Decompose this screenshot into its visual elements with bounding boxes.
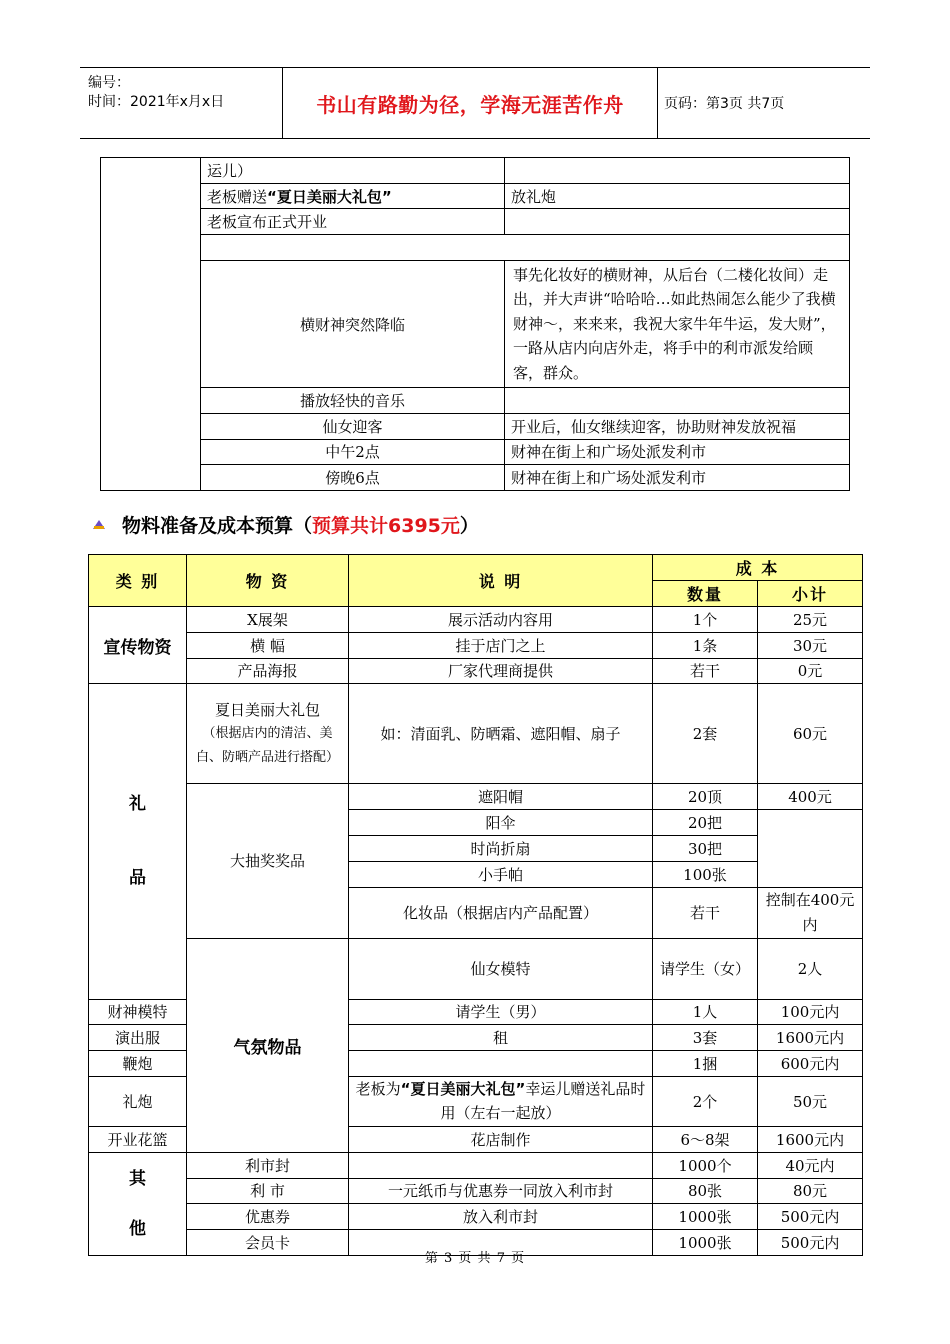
desc-cell: 花店制作 (349, 1126, 653, 1152)
category-cell: 宣传物资 (89, 607, 187, 684)
table-row (89, 938, 863, 999)
desc-cell: 请学生（男） (349, 999, 653, 1025)
table-header-row (89, 555, 863, 581)
header-cost: 成 本 (653, 555, 863, 581)
table-row (89, 684, 863, 784)
budget-table (88, 554, 863, 1256)
page-header (80, 67, 870, 139)
table-row (89, 1152, 863, 1178)
subtotal-cell: 400元 (758, 784, 863, 810)
table-row (101, 439, 850, 465)
desc-cell (349, 1051, 653, 1077)
qty-cell: 1000张 (653, 1204, 758, 1230)
header-qty: 数量 (653, 581, 758, 607)
qty-cell: 20把 (653, 810, 758, 836)
subtotal-cell: 25元 (758, 607, 863, 633)
page-footer: 第 3 页 共 7 页 (424, 1251, 526, 1266)
qty-cell: 若干 (653, 658, 758, 684)
subtotal-cell: 600元内 (758, 1051, 863, 1077)
cell-bold-text: “夏日美丽大礼包” (267, 187, 392, 206)
section-heading (92, 509, 479, 539)
qty-cell: 2人 (758, 938, 863, 999)
subtotal-cell: 100元内 (758, 999, 863, 1025)
table-row (101, 260, 850, 388)
desc-cell: 如：清面乳、防晒霜、遮阳帽、扇子 (349, 684, 653, 784)
subtotal-cell: 40元内 (758, 1152, 863, 1178)
subtotal-cell: 0元 (758, 658, 863, 684)
item-cell: 横 幅 (187, 632, 349, 658)
header-meta (80, 68, 282, 138)
table-row (101, 183, 850, 209)
subtotal-cell: 1600元内 (758, 1025, 863, 1051)
qty-cell: 1000个 (653, 1152, 758, 1178)
subtotal-cell (758, 810, 863, 887)
item-name: 夏日美丽大礼包 (214, 700, 320, 719)
schedule-table (100, 157, 850, 491)
header-motto: 书山有路勤为径，学海无涯苦作舟 (282, 68, 658, 138)
header-category: 类 别 (89, 555, 187, 607)
subtotal-cell: 50元 (758, 1076, 863, 1126)
item-cell: 演出服 (89, 1025, 187, 1051)
table-row (101, 209, 850, 235)
qty-cell: 2个 (653, 1076, 758, 1126)
desc-cell: 放入利市封 (349, 1204, 653, 1230)
item-cell: 利市封 (187, 1152, 349, 1178)
schedule-cell: 傍晚6点 (201, 465, 505, 491)
table-row (89, 607, 863, 633)
category-char: 他 (129, 1218, 146, 1239)
item-cell: 优惠券 (187, 1204, 349, 1230)
schedule-blank-cell (101, 158, 201, 491)
qty-cell: 6～8架 (653, 1126, 758, 1152)
item-cell: 产品海报 (187, 658, 349, 684)
cell-text: 老板为 (355, 1080, 401, 1099)
schedule-cell (201, 183, 505, 209)
subtotal-cell: 30元 (758, 632, 863, 658)
desc-cell: 阳伞 (349, 810, 653, 836)
qty-cell: 2套 (653, 684, 758, 784)
subtotal-cell: 1600元内 (758, 1126, 863, 1152)
item-cell: 利 市 (187, 1178, 349, 1204)
category-cell (89, 1152, 187, 1255)
desc-cell: 租 (349, 1025, 653, 1051)
table-row (101, 465, 850, 491)
item-cell: 开业花篮 (89, 1126, 187, 1152)
schedule-cell: 播放轻快的音乐 (201, 388, 505, 414)
item-cell (187, 684, 349, 784)
schedule-cell: 运儿） (201, 158, 505, 184)
cell-text: 幸运儿赠送礼品时用（左右一起放） (440, 1080, 646, 1123)
desc-cell (349, 1152, 653, 1178)
desc-cell: 一元纸币与优惠券一同放入利市封 (349, 1178, 653, 1204)
header-code: 编号： (88, 75, 130, 91)
schedule-cell: 横财神突然降临 (201, 260, 505, 388)
item-cell: 仙女模特 (349, 938, 653, 999)
desc-cell: 化妆品（根据店内产品配置） (349, 887, 653, 938)
desc-cell: 展示活动内容用 (349, 607, 653, 633)
desc-cell: 挂于店门之上 (349, 632, 653, 658)
section-title: 物料准备及成本预算（ (122, 514, 313, 537)
subtotal-cell: 500元内 (758, 1230, 863, 1256)
subtotal-cell: 控制在400元内 (758, 887, 863, 938)
table-row (89, 784, 863, 810)
schedule-cell (505, 388, 850, 414)
header-item: 物 资 (187, 555, 349, 607)
qty-cell: 1条 (653, 632, 758, 658)
schedule-cell (201, 235, 850, 261)
schedule-cell (505, 158, 850, 184)
schedule-cell (505, 209, 850, 235)
category-char: 其 (129, 1168, 146, 1189)
cell-bold-text: “夏日美丽大礼包” (400, 1080, 526, 1099)
table-row (89, 1204, 863, 1230)
header-time: 时间：2021年x月x日 (88, 94, 225, 110)
desc-cell: 遮阳帽 (349, 784, 653, 810)
desc-cell (349, 1076, 653, 1126)
qty-cell: 1个 (653, 607, 758, 633)
bullet-icon (92, 517, 106, 531)
table-row (89, 658, 863, 684)
qty-cell: 20顶 (653, 784, 758, 810)
subtotal-cell: 60元 (758, 684, 863, 784)
qty-cell: 1人 (653, 999, 758, 1025)
qty-cell: 1000张 (653, 1230, 758, 1256)
header-page: 页码：第3页 共7页 (664, 96, 785, 112)
category-char: 礼 (129, 794, 146, 815)
table-row (101, 413, 850, 439)
section-close: ） (459, 514, 479, 537)
qty-cell: 3套 (653, 1025, 758, 1051)
section-budget: 预算共计6395元 (312, 514, 460, 537)
category-cell (89, 684, 187, 999)
item-cell: X展架 (187, 607, 349, 633)
qty-cell: 80张 (653, 1178, 758, 1204)
schedule-cell: 开业后，仙女继续迎客，协助财神发放祝福 (505, 413, 850, 439)
schedule-cell: 财神在街上和广场处派发利市 (505, 439, 850, 465)
item-cell: 会员卡 (187, 1230, 349, 1256)
table-row (101, 388, 850, 414)
desc-cell: 小手帕 (349, 861, 653, 887)
subtotal-cell: 500元内 (758, 1204, 863, 1230)
table-row (89, 1178, 863, 1204)
table-row (101, 158, 850, 184)
qty-cell: 100张 (653, 861, 758, 887)
desc-cell: 厂家代理商提供 (349, 658, 653, 684)
desc-cell: 时尚折扇 (349, 835, 653, 861)
desc-cell: 请学生（女） (653, 938, 758, 999)
item-cell: 鞭炮 (89, 1051, 187, 1077)
schedule-cell: 事先化妆好的横财神，从后台（二楼化妆间）走出，并大声讲“哈哈哈…如此热闹怎么能少了我横财神～，来来来，我祝大家牛年牛运，发大财”，一路从店内向店外走，将手中的利市派发给顾客，群众。 (505, 260, 850, 388)
table-row (101, 235, 850, 261)
schedule-cell: 中午2点 (201, 439, 505, 465)
header-subtotal: 小计 (758, 581, 863, 607)
subtotal-cell: 80元 (758, 1178, 863, 1204)
item-cell: 财神模特 (89, 999, 187, 1025)
schedule-cell: 老板宣布正式开业 (201, 209, 505, 235)
qty-cell: 30把 (653, 835, 758, 861)
category-cell: 气氛物品 (187, 938, 349, 1152)
item-note: （根据店内的清洁、美白、防晒产品进行搭配） (195, 725, 339, 765)
schedule-cell: 放礼炮 (505, 183, 850, 209)
item-cell: 礼炮 (89, 1076, 187, 1126)
schedule-cell: 财神在街上和广场处派发利市 (505, 465, 850, 491)
header-desc: 说 明 (349, 555, 653, 607)
qty-cell: 若干 (653, 887, 758, 938)
item-cell: 大抽奖奖品 (187, 784, 349, 938)
qty-cell: 1捆 (653, 1051, 758, 1077)
table-row (89, 632, 863, 658)
schedule-cell: 仙女迎客 (201, 413, 505, 439)
cell-text: 老板赠送 (207, 187, 268, 206)
category-char: 品 (129, 868, 146, 889)
